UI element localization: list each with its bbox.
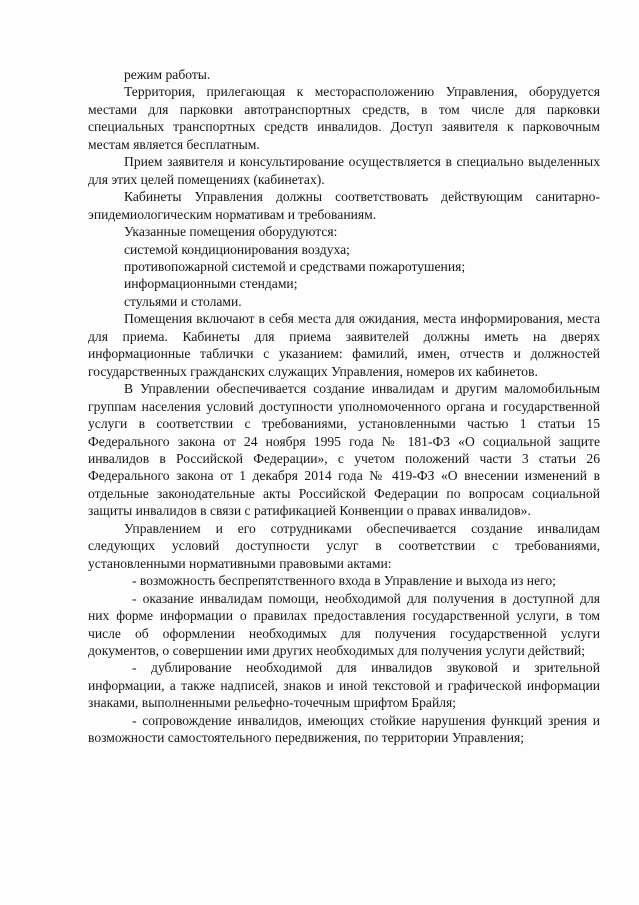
paragraph-accessibility: В Управлении обеспечивается создание инвалидам и другим маломобильным группам населения условий доступности уполномоченного органа и государственной услуги в соответствии с требованиями, установленными частью 1 статьи 15 Федерального закона от 24 ноября 1995 года № 181-ФЗ «О социальной защите инвалидов в Российской Федерации», с учетом положений части 3 статьи 26 Федерального закона от 1 декабря 2014 года № 419-ФЗ «О внесении изменений в отдельные законодательные акты Российской Федерации по вопросам социальной защиты инвалидов в связи с ратификацией Конвенции о правах инвалидов». (88, 381, 600, 519)
list-item: противопожарной системой и средствами пожаротушения; (124, 258, 466, 274)
paragraph-continuation: режим работы. (124, 67, 211, 82)
dash-item: - оказание инвалидам помощи, необходимой для получения в доступной для них форме информации о правилах предоставления государственной услуги, в том числе об оформлении необходимых для получения государственной услуги документов, о совершении ими других необходимых для получения услуги действий; (88, 590, 600, 658)
paragraph-parking: Территория, прилегающая к месторасположению Управления, оборудуется местами для парковки автотранспортных средств, в том числе для парковки специальных транспортных средств инвалидов. Доступ заявителя к парковочным местам является бесплатным. (88, 84, 600, 152)
document-body (88, 66, 600, 747)
dash-item: - возможность беспрепятственного входа в Управление и выхода из него; (132, 573, 556, 589)
list-item: системой кондиционирования воздуха; (124, 241, 350, 257)
paragraph-reception: Прием заявителя и консультирование осуществляется в специально выделенных для этих целей помещениях (кабинетах). (88, 154, 600, 187)
list-item: стульями и столами. (124, 293, 242, 309)
dash-item: - дублирование необходимой для инвалидов звуковой и зрительной информации, а также надписей, знаков и иной текстовой и графической информации знаками, выполненными рельефно-точечным шрифтом Брайля; (88, 660, 600, 711)
list-item: информационными стендами; (124, 276, 298, 292)
paragraph-conditions: Управлением и его сотрудниками обеспечивается создание инвалидам следующих условий доступности услуг в соответствии с требованиями, установленными нормативными правовыми актами: (88, 520, 600, 571)
paragraph-cabinets: Кабинеты Управления должны соответствовать действующим санитарно-эпидемиологическим нормативам и требованиям. (88, 189, 600, 222)
dash-item: - сопровождение инвалидов, имеющих стойкие нарушения функций зрения и возможности самостоятельного передвижения, по территории Управления; (88, 712, 600, 746)
paragraph-premises: Помещения включают в себя места для ожидания, места информирования, места для приема. Кабинеты для приема заявителей должны иметь на дверях информационные таблички с указанием: фамилий, имен, отчеств и должностей государственных гражданских служащих Управления, номеров их кабинетов. (88, 311, 600, 379)
list-heading: Указанные помещения оборудуются: (124, 224, 338, 240)
